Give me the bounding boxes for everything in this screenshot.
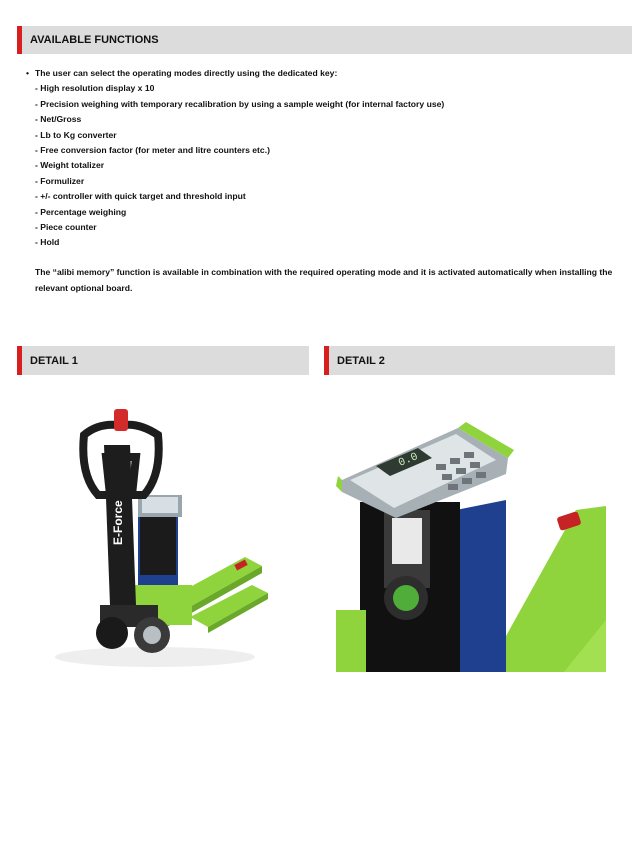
section-header-available-functions — [17, 26, 632, 54]
list-item: - Precision weighing with temporary recalibration by using a sample weight (for internal factory use) — [35, 98, 445, 109]
list-item: - Formulizer — [35, 175, 85, 186]
section-header-detail-1 — [17, 346, 309, 375]
list-item: - High resolution display x 10 — [35, 83, 155, 94]
section-title: DETAIL 1 — [30, 354, 78, 367]
weighing-indicator-image — [336, 410, 606, 672]
list-item: - Lb to Kg converter — [35, 129, 117, 140]
pallet-truck-image — [40, 395, 280, 675]
brand-label: E-Force — [111, 500, 125, 545]
section-title: DETAIL 2 — [337, 354, 385, 367]
section-title: AVAILABLE FUNCTIONS — [30, 34, 159, 46]
list-item: - Weight totalizer — [35, 160, 105, 171]
list-item: - Free conversion factor (for meter and litre counters etc.) — [35, 145, 270, 156]
list-item: - +/- controller with quick target and threshold input — [35, 191, 246, 202]
list-item: - Net/Gross — [35, 114, 82, 125]
display-readout: 0.0 — [397, 451, 420, 470]
functions-intro — [26, 66, 626, 81]
list-item: - Percentage weighing — [35, 206, 127, 217]
section-header-detail-2 — [324, 346, 615, 375]
alibi-memory-note: The “alibi memory” function is available in combination with the required operating mode and it is activated automatically when installing the relevant optional board. — [35, 267, 613, 293]
functions-block — [26, 66, 626, 251]
bullet-icon: • — [26, 68, 30, 78]
list-item: - Piece counter — [35, 222, 97, 233]
intro-text: The user can select the operating modes directly using the dedicated key: — [35, 68, 338, 78]
list-item: - Hold — [35, 237, 60, 248]
functions-list — [26, 81, 626, 250]
